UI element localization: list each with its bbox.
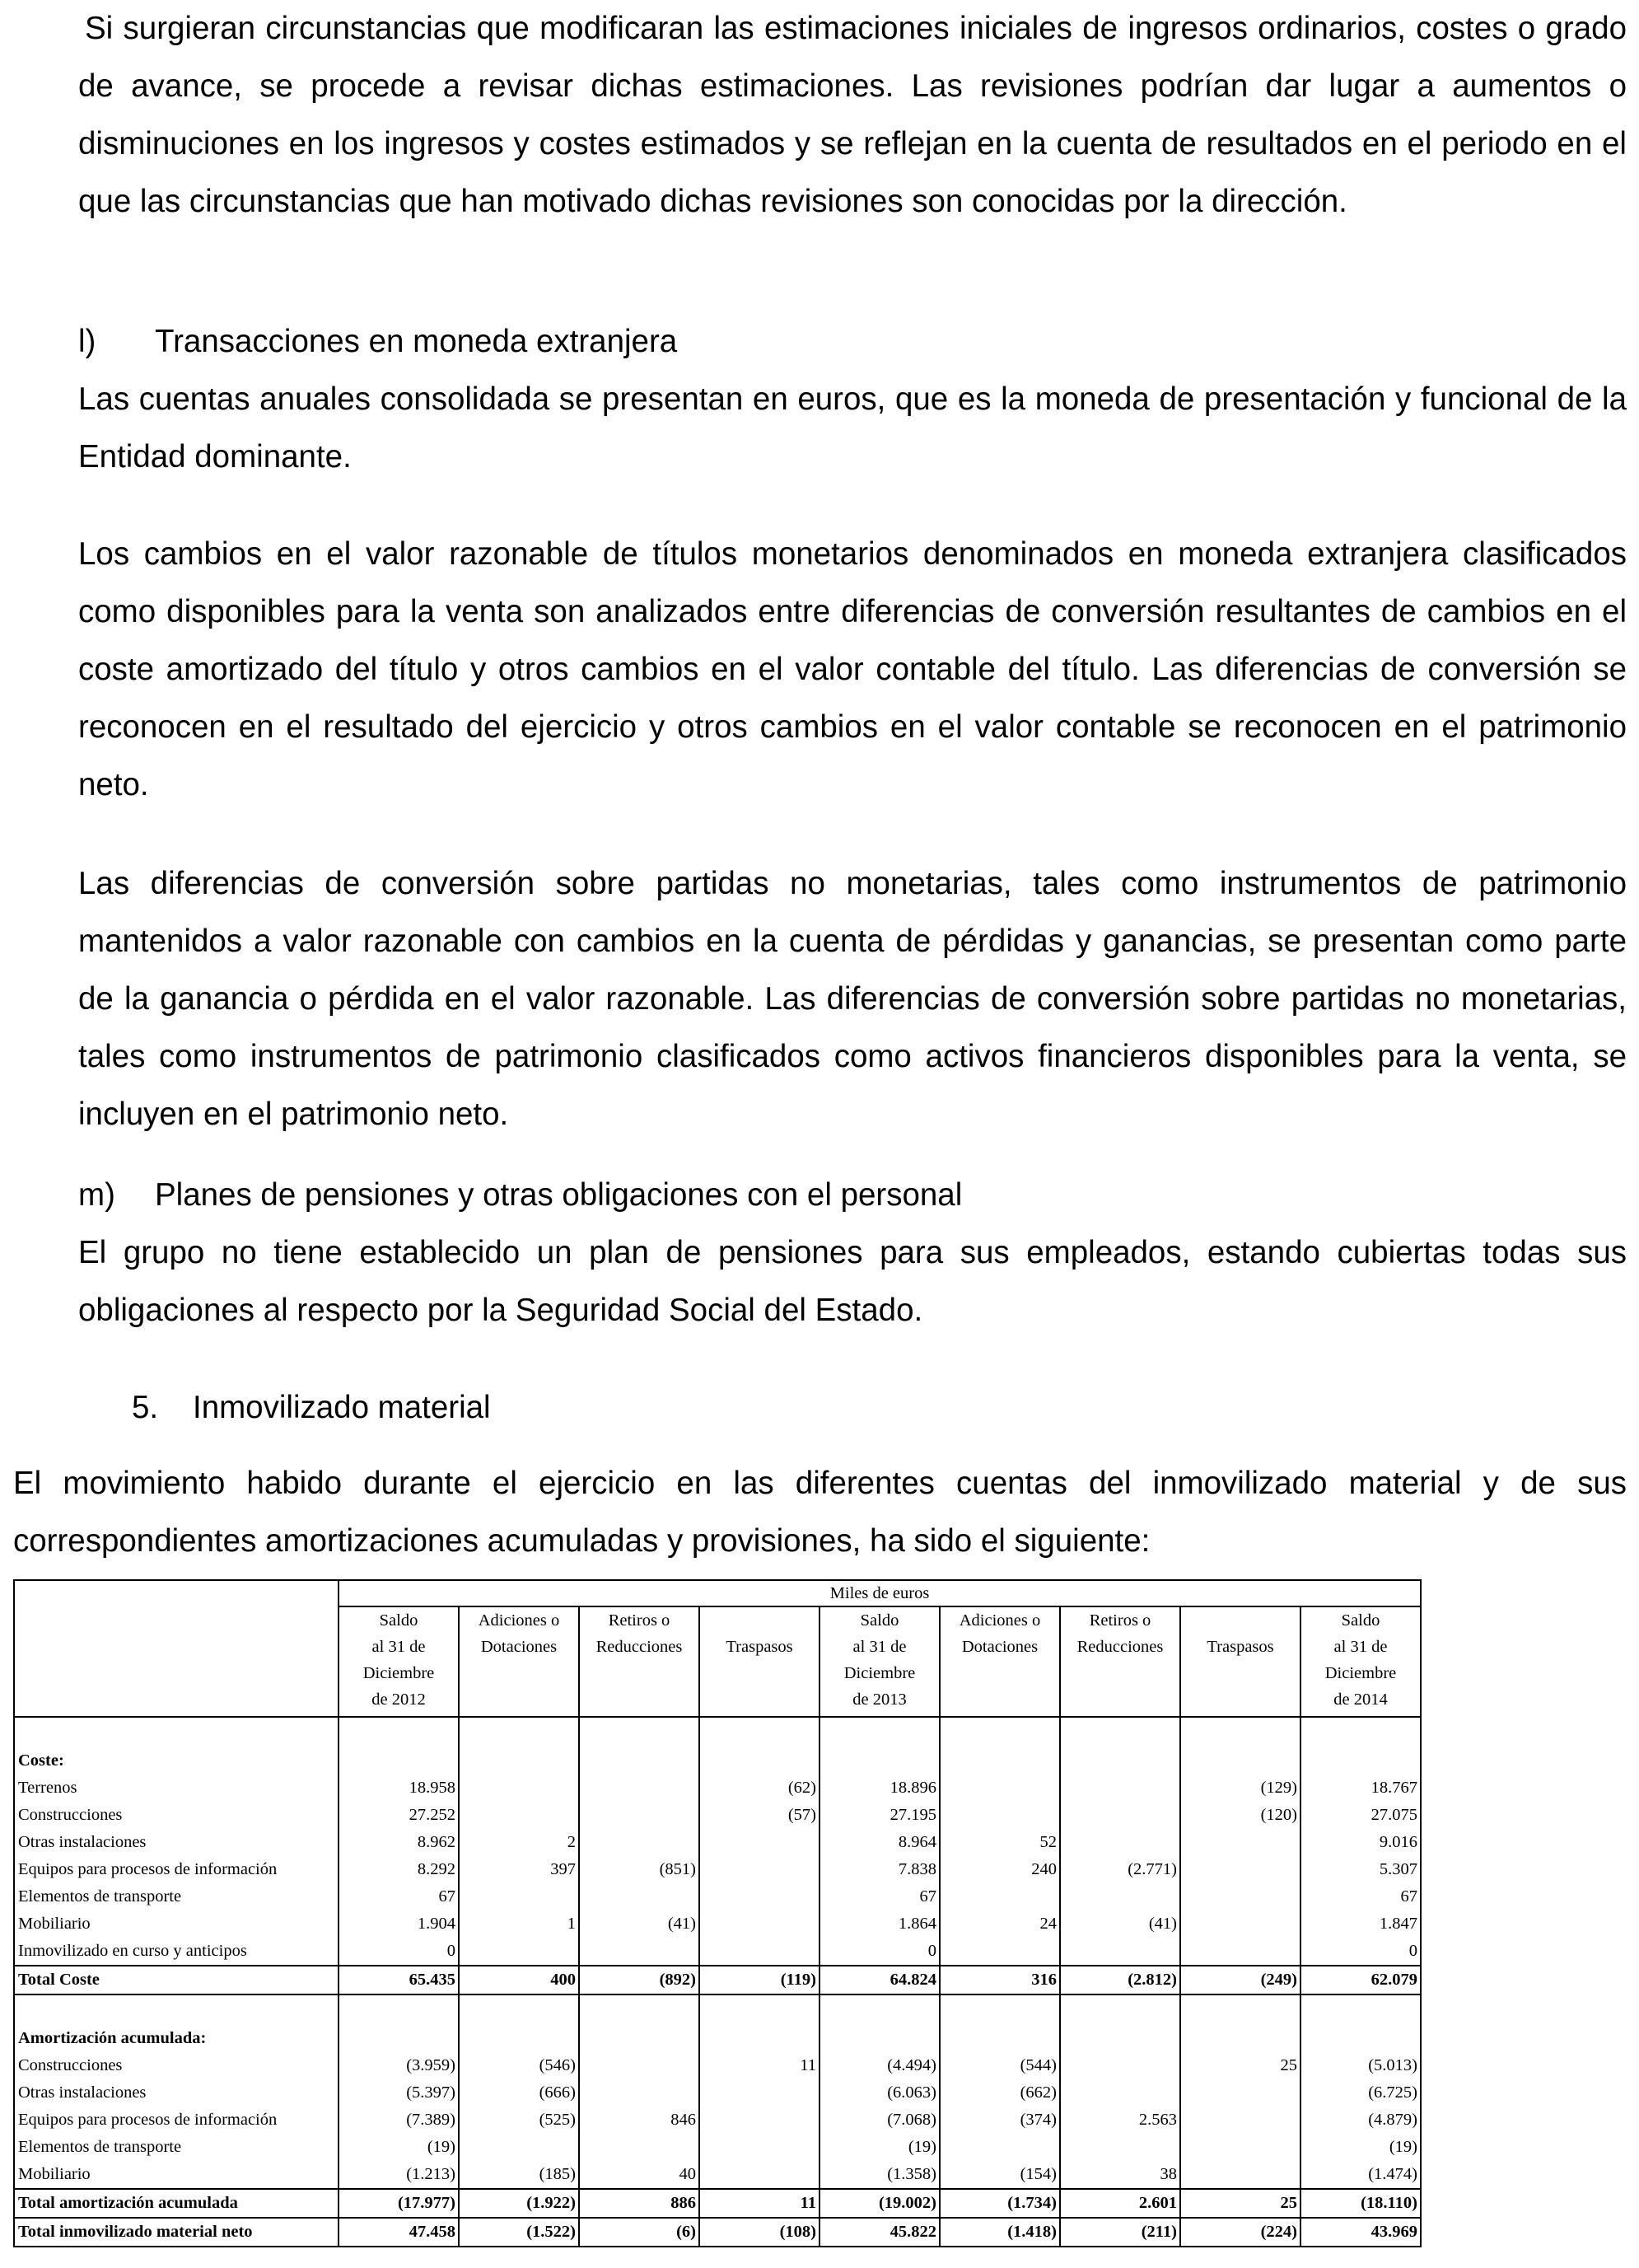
row-label: Construcciones — [14, 2052, 339, 2079]
cell-value: 0 — [820, 1938, 940, 1966]
coste-section-title — [14, 1747, 1421, 1775]
cell-value: (851) — [579, 1856, 699, 1883]
cell-value — [940, 1883, 1060, 1910]
section-number: 5. — [132, 1390, 159, 1425]
cell-value: (1.522) — [459, 2218, 579, 2247]
cell-value — [579, 1775, 699, 1802]
cell-value: 1.847 — [1300, 1910, 1421, 1938]
table-row — [14, 2052, 1421, 2079]
row-label: Total amortización acumulada — [14, 2189, 339, 2218]
cell-value: (1.213) — [339, 2161, 459, 2189]
cell-value: (525) — [459, 2107, 579, 2134]
cell-value — [579, 1883, 699, 1910]
col-header-retiros-2014: Retiros o Reducciones — [1060, 1606, 1180, 1717]
cell-value: (6.725) — [1300, 2079, 1421, 2107]
cell-value: 24 — [940, 1910, 1060, 1938]
cell-value — [1060, 1829, 1180, 1856]
cell-value: 2 — [459, 1829, 579, 1856]
cell-value — [699, 2079, 820, 2107]
cell-value — [579, 2052, 699, 2079]
cell-value: 2.563 — [1060, 2107, 1180, 2134]
cell-value: (1.474) — [1300, 2161, 1421, 2189]
cell-value: 40 — [579, 2161, 699, 2189]
cell-value: (185) — [459, 2161, 579, 2189]
row-label: Elementos de transporte — [14, 1883, 339, 1910]
section-letter: l) — [78, 324, 96, 359]
cell-value: 240 — [940, 1856, 1060, 1883]
cell-value — [1180, 1883, 1300, 1910]
table-row — [14, 1775, 1421, 1802]
cell-value: 8.962 — [339, 1829, 459, 1856]
cell-value — [699, 1883, 820, 1910]
cell-value: 397 — [459, 1856, 579, 1883]
cell-value: 43.969 — [1300, 2218, 1421, 2247]
cell-value: 52 — [940, 1829, 1060, 1856]
cell-value — [940, 1802, 1060, 1829]
cell-value: (544) — [940, 2052, 1060, 2079]
cell-value — [699, 2107, 820, 2134]
section-title: Planes de pensiones y otras obligaciones con el personal — [155, 1177, 963, 1213]
col-header-saldo-2014: Saldo al 31 de Diciembre de 2014 — [1300, 1606, 1421, 1717]
table-row — [14, 1910, 1421, 1938]
table-row — [14, 1856, 1421, 1883]
cell-value: (1.922) — [459, 2189, 579, 2218]
table-row — [14, 1802, 1421, 1829]
cell-value: 400 — [459, 1966, 579, 1994]
cell-value — [940, 1938, 1060, 1966]
col-header-saldo-2013: Saldo al 31 de Diciembre de 2013 — [820, 1606, 940, 1717]
unit-header: Miles de euros — [339, 1580, 1421, 1606]
row-label: Amortización acumulada: — [14, 2025, 339, 2052]
cell-value: 316 — [940, 1966, 1060, 1994]
cell-value: (19) — [339, 2134, 459, 2161]
cell-value: (2.771) — [1060, 1856, 1180, 1883]
cell-value: (120) — [1180, 1802, 1300, 1829]
cell-value — [579, 1829, 699, 1856]
cell-value: 67 — [820, 1883, 940, 1910]
table-row — [14, 1938, 1421, 1966]
cell-value: 0 — [339, 1938, 459, 1966]
cell-value — [940, 1775, 1060, 1802]
cell-value: 27.252 — [339, 1802, 459, 1829]
paragraph-pensiones: El grupo no tiene establecido un plan de pensiones para sus empleados, estando cubiertas todas sus obligaciones al respecto por la Seguridad Social del Estado. — [78, 1235, 1627, 1328]
amortizacion-section-title — [14, 2025, 1421, 2052]
col-header-retiros-2013: Retiros o Reducciones — [579, 1606, 699, 1717]
cell-value: 18.767 — [1300, 1775, 1421, 1802]
cell-value — [699, 1938, 820, 1966]
cell-value: 8.964 — [820, 1829, 940, 1856]
cell-value — [1060, 1938, 1180, 1966]
cell-value: 67 — [1300, 1883, 1421, 1910]
row-label: Otras instalaciones — [14, 2079, 339, 2107]
cell-value: (666) — [459, 2079, 579, 2107]
cell-value: (662) — [940, 2079, 1060, 2107]
cell-value — [1060, 2052, 1180, 2079]
cell-value: (1.358) — [820, 2161, 940, 2189]
cell-value: 64.824 — [820, 1966, 940, 1994]
row-label: Total Coste — [14, 1966, 339, 1994]
cell-value — [1180, 2079, 1300, 2107]
cell-value: (19) — [820, 2134, 940, 2161]
cell-value: (4.879) — [1300, 2107, 1421, 2134]
cell-value: (5.013) — [1300, 2052, 1421, 2079]
cell-value: (18.110) — [1300, 2189, 1421, 2218]
cell-value — [1060, 1883, 1180, 1910]
cell-value: (57) — [699, 1802, 820, 1829]
cell-value: (1.734) — [940, 2189, 1060, 2218]
cell-value: 2.601 — [1060, 2189, 1180, 2218]
cell-value — [459, 1883, 579, 1910]
row-label: Elementos de transporte — [14, 2134, 339, 2161]
cell-value: 886 — [579, 2189, 699, 2218]
row-label: Equipos para procesos de información — [14, 1856, 339, 1883]
cell-value — [1060, 1802, 1180, 1829]
cell-value: (62) — [699, 1775, 820, 1802]
section-heading-m — [78, 1167, 962, 1224]
cell-value: (6) — [579, 2218, 699, 2247]
cell-value — [699, 2161, 820, 2189]
row-label: Inmovilizado en curso y anticipos — [14, 1938, 339, 1966]
cell-value: (41) — [579, 1910, 699, 1938]
cell-value: (119) — [699, 1966, 820, 1994]
total-neto-row — [14, 2218, 1421, 2247]
cell-value — [459, 2134, 579, 2161]
cell-value — [579, 2134, 699, 2161]
paragraph-movimiento: El movimiento habido durante el ejercicio en las diferentes cuentas del inmovilizado material y de sus correspondientes amortizaciones acumuladas y provisiones, ha sido el siguiente: — [13, 1466, 1627, 1559]
cell-value: (19.002) — [820, 2189, 940, 2218]
cell-value: 27.195 — [820, 1802, 940, 1829]
cell-value: 62.079 — [1300, 1966, 1421, 1994]
table-spacer-row — [14, 1717, 1421, 1747]
cell-value — [940, 2134, 1060, 2161]
cell-value: (892) — [579, 1966, 699, 1994]
cell-value — [1180, 1938, 1300, 1966]
cell-value: 9.016 — [1300, 1829, 1421, 1856]
cell-value: 0 — [1300, 1938, 1421, 1966]
cell-value: (7.389) — [339, 2107, 459, 2134]
cell-value: 8.292 — [339, 1856, 459, 1883]
cell-value: (546) — [459, 2052, 579, 2079]
cell-value: 7.838 — [820, 1856, 940, 1883]
cell-value: 47.458 — [339, 2218, 459, 2247]
cell-value: (249) — [1180, 1966, 1300, 1994]
paragraph-diferencias-conversion: Las diferencias de conversión sobre partidas no monetarias, tales como instrumentos de patrimonio mantenidos a valor razonable con cambios en la cuenta de pérdidas y ganancias, se presentan como parte de la ganancia o pérdida en el valor razonable. Las diferencias de conversión sobre partidas no monetarias, tales como instrumentos de patrimonio clasificados como activos financieros disponibles para la venta, se incluyen en el patrimonio neto. — [78, 866, 1627, 1132]
cell-value: (211) — [1060, 2218, 1180, 2247]
cell-value — [1180, 2161, 1300, 2189]
col-header-adiciones-2014: Adiciones o Dotaciones — [940, 1606, 1060, 1717]
section-heading-5 — [132, 1379, 491, 1437]
cell-value: (41) — [1060, 1910, 1180, 1938]
cell-value: 846 — [579, 2107, 699, 2134]
section-heading-l — [78, 313, 677, 371]
total-amortizacion-row — [14, 2189, 1421, 2218]
cell-value — [579, 1802, 699, 1829]
cell-value: 5.307 — [1300, 1856, 1421, 1883]
total-coste-row — [14, 1966, 1421, 1994]
cell-value — [699, 1856, 820, 1883]
cell-value — [459, 1775, 579, 1802]
row-label: Coste: — [14, 1747, 339, 1775]
row-label: Mobiliario — [14, 2161, 339, 2189]
cell-value — [1180, 2107, 1300, 2134]
cell-value: (5.397) — [339, 2079, 459, 2107]
section-letter: m) — [78, 1177, 115, 1213]
table-row — [14, 1883, 1421, 1910]
cell-value — [1060, 2079, 1180, 2107]
col-header-traspasos-2013: Traspasos — [699, 1606, 820, 1717]
section-title: Inmovilizado material — [193, 1390, 491, 1425]
cell-value — [699, 1910, 820, 1938]
cell-value — [1060, 2134, 1180, 2161]
cell-value: (2.812) — [1060, 1966, 1180, 1994]
table-corner — [14, 1580, 339, 1717]
cell-value: 18.896 — [820, 1775, 940, 1802]
cell-value: (6.063) — [820, 2079, 940, 2107]
row-label: Construcciones — [14, 1802, 339, 1829]
table-spacer-row — [14, 1994, 1421, 2025]
section-title: Transacciones en moneda extranjera — [155, 324, 678, 359]
cell-value: 1.904 — [339, 1910, 459, 1938]
cell-value — [1180, 1829, 1300, 1856]
cell-value — [579, 1938, 699, 1966]
inmovilizado-table — [13, 1579, 1422, 2247]
paragraph-cambios-valor: Los cambios en el valor razonable de títulos monetarios denominados en moneda extranjera clasificados como disponibles para la venta son analizados entre diferencias de conversión resultantes de cambios en el coste amortizado del título y otros cambios en el valor contable del título. Las diferencias de conversión se reconocen en el resultado del ejercicio y otros cambios en el valor contable se reconocen en el patrimonio neto. — [78, 536, 1627, 802]
cell-value: (17.977) — [339, 2189, 459, 2218]
cell-value: 25 — [1180, 2189, 1300, 2218]
cell-value: (154) — [940, 2161, 1060, 2189]
cell-value — [699, 1829, 820, 1856]
row-label: Equipos para procesos de información — [14, 2107, 339, 2134]
cell-value: 1.864 — [820, 1910, 940, 1938]
table-row — [14, 2107, 1421, 2134]
cell-value: (129) — [1180, 1775, 1300, 1802]
cell-value: (19) — [1300, 2134, 1421, 2161]
row-label: Otras instalaciones — [14, 1829, 339, 1856]
cell-value — [699, 2134, 820, 2161]
cell-value: 27.075 — [1300, 1802, 1421, 1829]
cell-value — [459, 1938, 579, 1966]
row-label: Mobiliario — [14, 1910, 339, 1938]
cell-value: 11 — [699, 2189, 820, 2218]
table-row — [14, 2134, 1421, 2161]
cell-value — [1060, 1775, 1180, 1802]
cell-value — [1180, 1910, 1300, 1938]
col-header-traspasos-2014: Traspasos — [1180, 1606, 1300, 1717]
paragraph-moneda: Las cuentas anuales consolidada se presentan en euros, que es la moneda de presentación y funcional de la Entidad dominante. — [78, 381, 1627, 475]
paragraph-revisiones: Si surgieran circunstancias que modificaran las estimaciones iniciales de ingresos ordinarios, costes o grado de avance, se procede a revisar dichas estimaciones. Las revisiones podrían dar lugar a aumentos o disminuciones en los ingresos y costes estimados y se reflejan en la cuenta de resultados en el periodo en el que las circunstancias que han motivado dichas revisiones son conocidas por la dirección. — [78, 11, 1627, 219]
cell-value: 45.822 — [820, 2218, 940, 2247]
cell-value — [1180, 1856, 1300, 1883]
cell-value: 1 — [459, 1910, 579, 1938]
table-row — [14, 1829, 1421, 1856]
cell-value: (4.494) — [820, 2052, 940, 2079]
cell-value: 11 — [699, 2052, 820, 2079]
cell-value: 18.958 — [339, 1775, 459, 1802]
row-label: Total inmovilizado material neto — [14, 2218, 339, 2247]
cell-value: (7.068) — [820, 2107, 940, 2134]
cell-value: (3.959) — [339, 2052, 459, 2079]
cell-value: 25 — [1180, 2052, 1300, 2079]
cell-value — [1180, 2134, 1300, 2161]
table-row — [14, 2161, 1421, 2189]
col-header-adiciones-2013: Adiciones o Dotaciones — [459, 1606, 579, 1717]
cell-value: 65.435 — [339, 1966, 459, 1994]
cell-value: (224) — [1180, 2218, 1300, 2247]
cell-value: (1.418) — [940, 2218, 1060, 2247]
cell-value: (108) — [699, 2218, 820, 2247]
col-header-saldo-2012: Saldo al 31 de Diciembre de 2012 — [339, 1606, 459, 1717]
row-label: Terrenos — [14, 1775, 339, 1802]
cell-value: (374) — [940, 2107, 1060, 2134]
cell-value: 67 — [339, 1883, 459, 1910]
table-row — [14, 2079, 1421, 2107]
cell-value — [459, 1802, 579, 1829]
cell-value — [579, 2079, 699, 2107]
cell-value: 38 — [1060, 2161, 1180, 2189]
